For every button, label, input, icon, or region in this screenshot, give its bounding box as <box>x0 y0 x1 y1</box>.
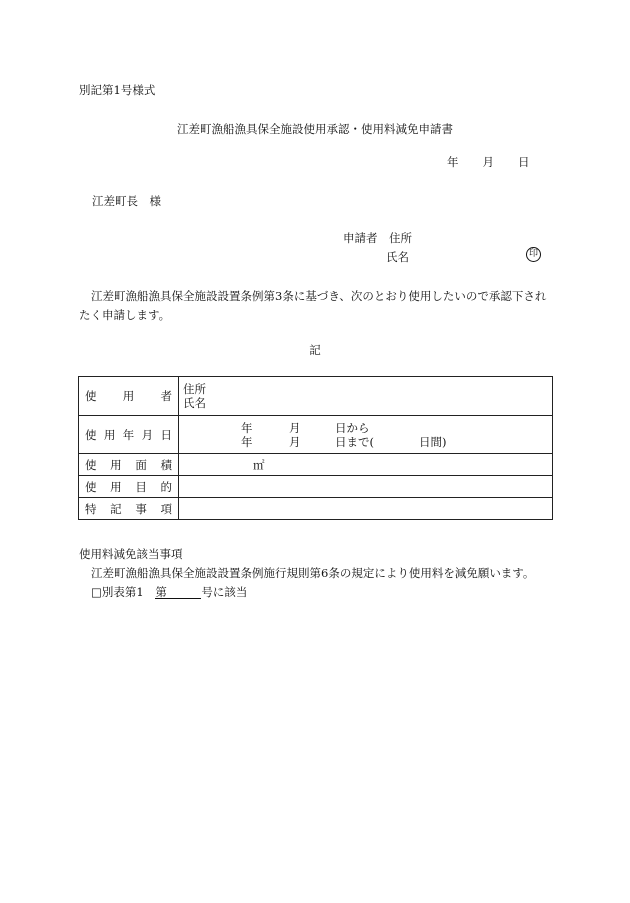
user-address-label: 住所 <box>183 382 206 396</box>
user-value-cell <box>179 377 553 416</box>
date-year: 年 <box>447 155 459 169</box>
table-row-notes <box>79 498 553 520</box>
purpose-label: 使 用 目 的 <box>79 476 179 498</box>
area-unit: ㎡ <box>253 457 265 472</box>
item-number-blank: 第 <box>155 586 201 599</box>
period-label: 使 用 年 月 日 <box>79 416 179 454</box>
table-row-user <box>79 377 553 416</box>
period-to: 年 月 日まで( 日間) <box>241 434 447 449</box>
table-row-period <box>79 416 553 454</box>
usage-table <box>78 376 553 520</box>
form-number: 別記第1号様式 <box>79 83 156 97</box>
purpose-value-cell <box>179 476 553 498</box>
reduction-heading: 使用料減免該当事項 <box>79 547 183 561</box>
applicant-name-label: 氏名 <box>386 250 409 264</box>
body-text: 江差町漁船漁具保全施設設置条例第3条に基づき、次のとおり使用したいので承認下されたく申請します。 <box>79 289 547 322</box>
table-row-area <box>79 454 553 476</box>
applicant-address-label: 申請者 住所 <box>343 231 412 245</box>
user-label: 使 用 者 <box>79 377 179 416</box>
document-title: 江差町漁船漁具保全施設使用承認・使用料減免申請書 <box>177 122 453 136</box>
date-day: 日 <box>518 155 530 169</box>
date-month: 月 <box>482 155 494 169</box>
ki-heading: 記 <box>309 343 321 357</box>
notes-value-cell <box>179 498 553 520</box>
reduction-text: 江差町漁船漁具保全施設設置条例施行規則第6条の規定により使用料を減免願います。 <box>91 566 535 580</box>
notes-label: 特 記 事 項 <box>79 498 179 520</box>
table-row-purpose <box>79 476 553 498</box>
addressee: 江差町長 様 <box>92 194 161 208</box>
period-value-cell <box>179 416 553 454</box>
reduction-checkbox-line <box>91 585 247 599</box>
item-suffix: 号に該当 <box>201 585 248 599</box>
checkbox-prefix: □別表第1 <box>91 585 144 599</box>
area-value-cell <box>179 454 553 476</box>
area-label: 使 用 面 積 <box>79 454 179 476</box>
date-line <box>447 155 530 169</box>
user-name-label: 氏名 <box>183 396 206 410</box>
seal-mark: 印 <box>526 247 541 262</box>
period-from: 年 月 日から <box>241 420 370 435</box>
